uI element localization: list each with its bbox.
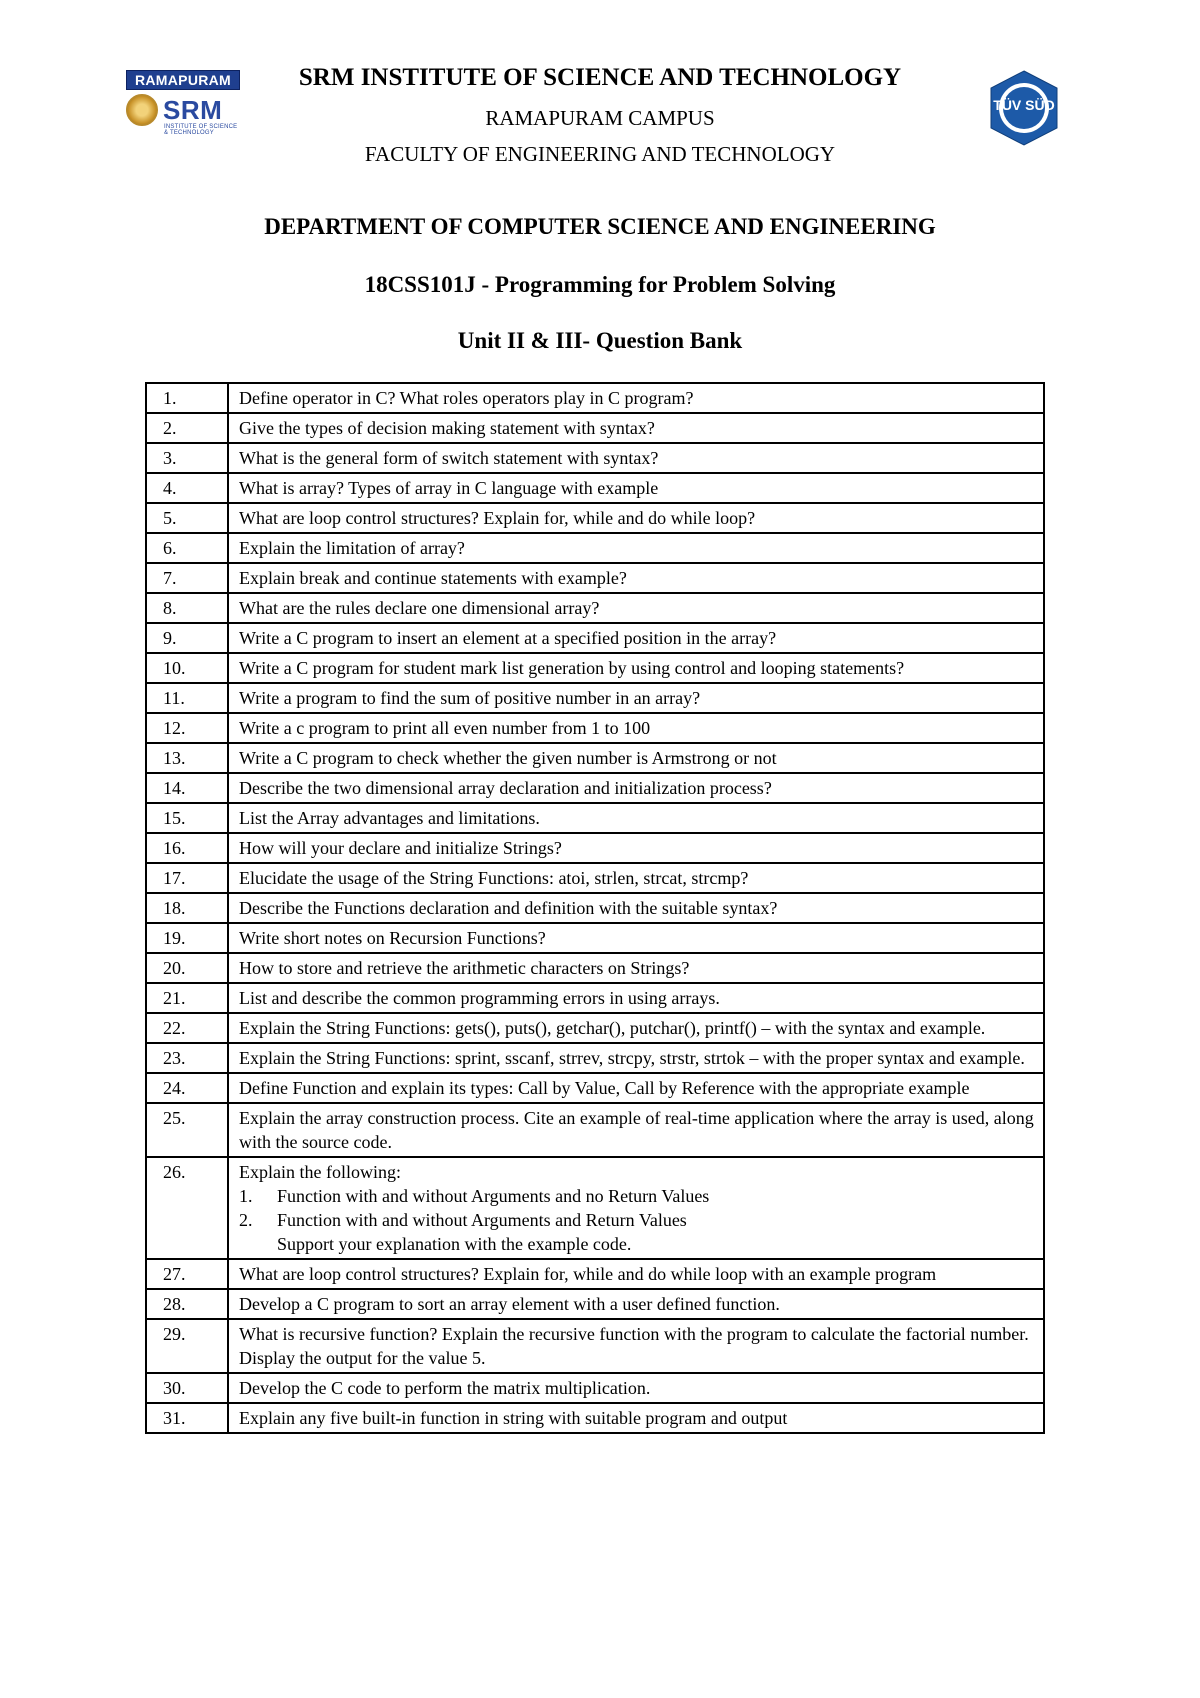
question-text: What are the rules declare one dimensional array? [239,598,600,618]
question-number: 15. [146,803,228,833]
question-number: 20. [146,953,228,983]
question-number: 5. [146,503,228,533]
table-row [146,473,1044,503]
table-row [146,443,1044,473]
question-cell [228,953,1044,983]
question-cell [228,713,1044,743]
question-text: Describe the Functions declaration and definition with the suitable syntax? [239,898,778,918]
question-text: What are loop control structures? Explain for, while and do while loop? [239,508,756,528]
table-row [146,893,1044,923]
table-row [146,1103,1044,1157]
question-number: 16. [146,833,228,863]
question-number: 2. [146,413,228,443]
sub-question-marker: 2. [239,1210,253,1230]
question-text: Explain break and continue statements with example? [239,568,627,588]
table-row [146,953,1044,983]
question-cell [228,503,1044,533]
table-row [146,1403,1044,1433]
department-title: DEPARTMENT OF COMPUTER SCIENCE AND ENGINEERING [264,214,936,239]
table-row [146,1373,1044,1403]
question-text: Explain the String Functions: sprint, sscanf, strrev, strcpy, strstr, strtok – with the proper syntax and example. [239,1048,1025,1068]
question-text: Develop the C code to perform the matrix multiplication. [239,1378,651,1398]
campus-name: RAMAPURAM CAMPUS [485,106,715,130]
table-row [146,983,1044,1013]
question-text: Write a C program for student mark list generation by using control and looping statements? [239,658,905,678]
table-row [146,1289,1044,1319]
question-number: 19. [146,923,228,953]
table-row [146,383,1044,413]
table-row [146,743,1044,773]
question-cell [228,1073,1044,1103]
question-text: Explain the array construction process. Cite an example of real-time application where the array is used, along with the source code. [239,1108,1034,1152]
question-text: Explain the String Functions: gets(), puts(), getchar(), putchar(), printf() – with the syntax and example. [239,1018,986,1038]
question-number: 11. [146,683,228,713]
question-number: 18. [146,893,228,923]
question-number: 30. [146,1373,228,1403]
table-row [146,1043,1044,1073]
question-cell [228,803,1044,833]
question-note: Support your explanation with the example code. [277,1234,632,1254]
question-text: Write short notes on Recursion Functions? [239,928,546,948]
question-text: Develop a C program to sort an array element with a user defined function. [239,1294,780,1314]
question-cell [228,383,1044,413]
table-row [146,803,1044,833]
question-text: Write a c program to print all even number from 1 to 100 [239,718,651,738]
table-row [146,1157,1044,1259]
question-text: Explain the limitation of array? [239,538,465,558]
question-cell [228,413,1044,443]
question-cell [228,623,1044,653]
institute-name: SRM INSTITUTE OF SCIENCE AND TECHNOLOGY [298,64,902,91]
question-cell [228,1157,1044,1259]
question-cell [228,533,1044,563]
question-cell [228,1259,1044,1289]
question-cell [228,1013,1044,1043]
table-row [146,1319,1044,1373]
logo-name: SRM [163,94,223,125]
question-text: Elucidate the usage of the String Functions: atoi, strlen, strcat, strcmp? [239,868,749,888]
question-cell [228,1043,1044,1073]
question-text: What are loop control structures? Explain for, while and do while loop with an example program [239,1264,937,1284]
question-text: What is the general form of switch statement with syntax? [239,448,659,468]
question-number: 22. [146,1013,228,1043]
table-row [146,593,1044,623]
table-row [146,683,1044,713]
question-text: Write a program to find the sum of positive number in an array? [239,688,701,708]
question-number: 6. [146,533,228,563]
question-cell [228,833,1044,863]
question-bank-body [146,383,1044,1433]
question-text: What is array? Types of array in C language with example [239,478,659,498]
question-text: Explain any five built-in function in string with suitable program and output [239,1408,788,1428]
table-row [146,773,1044,803]
question-cell [228,1373,1044,1403]
question-number: 9. [146,623,228,653]
question-cell [228,1289,1044,1319]
tuv-label: TÜV SÜD [993,97,1055,113]
question-text: List the Array advantages and limitations. [239,808,540,828]
table-row [146,1073,1044,1103]
question-number: 1. [146,383,228,413]
question-cell [228,1103,1044,1157]
question-text: What is recursive function? Explain the recursive function with the program to calculate the factorial number. Display the output for the value 5. [239,1324,1029,1368]
table-row [146,563,1044,593]
question-cell [228,683,1044,713]
question-cell [228,473,1044,503]
question-number: 27. [146,1259,228,1289]
question-cell [228,743,1044,773]
question-bank-table [145,382,1045,1434]
question-cell [228,893,1044,923]
table-row [146,653,1044,683]
question-number: 10. [146,653,228,683]
table-row [146,623,1044,653]
question-number: 24. [146,1073,228,1103]
question-cell [228,593,1044,623]
logo-banner: RAMAPURAM [126,70,240,90]
question-text: Define Function and explain its types: Call by Value, Call by Reference with the appropriate example [239,1078,970,1098]
question-text: How will your declare and initialize Strings? [239,838,562,858]
table-row [146,833,1044,863]
question-number: 14. [146,773,228,803]
question-text: Explain the following: [239,1162,401,1182]
question-cell [228,863,1044,893]
question-text: List and describe the common programming errors in using arrays. [239,988,720,1008]
question-number: 29. [146,1319,228,1373]
question-number: 13. [146,743,228,773]
question-cell [228,923,1044,953]
question-number: 31. [146,1403,228,1433]
table-row [146,1259,1044,1289]
sub-question-marker: 1. [239,1186,253,1206]
question-cell [228,563,1044,593]
sub-question-text: Function with and without Arguments and no Return Values [277,1186,710,1206]
document-header [0,0,1200,353]
table-row [146,413,1044,443]
sub-question-text: Function with and without Arguments and Return Values [277,1210,687,1230]
table-row [146,533,1044,563]
question-number: 12. [146,713,228,743]
question-cell [228,983,1044,1013]
question-text: Give the types of decision making statement with syntax? [239,418,655,438]
question-text: How to store and retrieve the arithmetic characters on Strings? [239,958,690,978]
question-number: 7. [146,563,228,593]
table-row [146,1013,1044,1043]
table-row [146,503,1044,533]
logo-tagline: INSTITUTE OF SCIENCE & TECHNOLOGY [164,124,238,136]
question-number: 3. [146,443,228,473]
question-cell [228,1403,1044,1433]
unit-title: Unit II & III- Question Bank [457,328,743,353]
question-number: 26. [146,1157,228,1259]
sub-question [239,1184,1039,1208]
question-text: Describe the two dimensional array declaration and initialization process? [239,778,772,798]
question-number: 4. [146,473,228,503]
course-title: 18CSS101J - Programming for Problem Solving [364,272,836,297]
question-text: Write a C program to check whether the given number is Armstrong or not [239,748,777,768]
faculty-name: FACULTY OF ENGINEERING AND TECHNOLOGY [364,142,836,166]
question-cell [228,773,1044,803]
question-text: Define operator in C? What roles operators play in C program? [239,388,694,408]
table-row [146,923,1044,953]
question-number: 25. [146,1103,228,1157]
question-cell [228,653,1044,683]
table-row [146,863,1044,893]
question-cell [228,443,1044,473]
sub-question [239,1208,1039,1232]
question-cell [228,1319,1044,1373]
question-number: 28. [146,1289,228,1319]
table-row [146,713,1044,743]
question-text: Write a C program to insert an element at a specified position in the array? [239,628,777,648]
question-number: 23. [146,1043,228,1073]
question-number: 21. [146,983,228,1013]
question-number: 8. [146,593,228,623]
question-number: 17. [146,863,228,893]
